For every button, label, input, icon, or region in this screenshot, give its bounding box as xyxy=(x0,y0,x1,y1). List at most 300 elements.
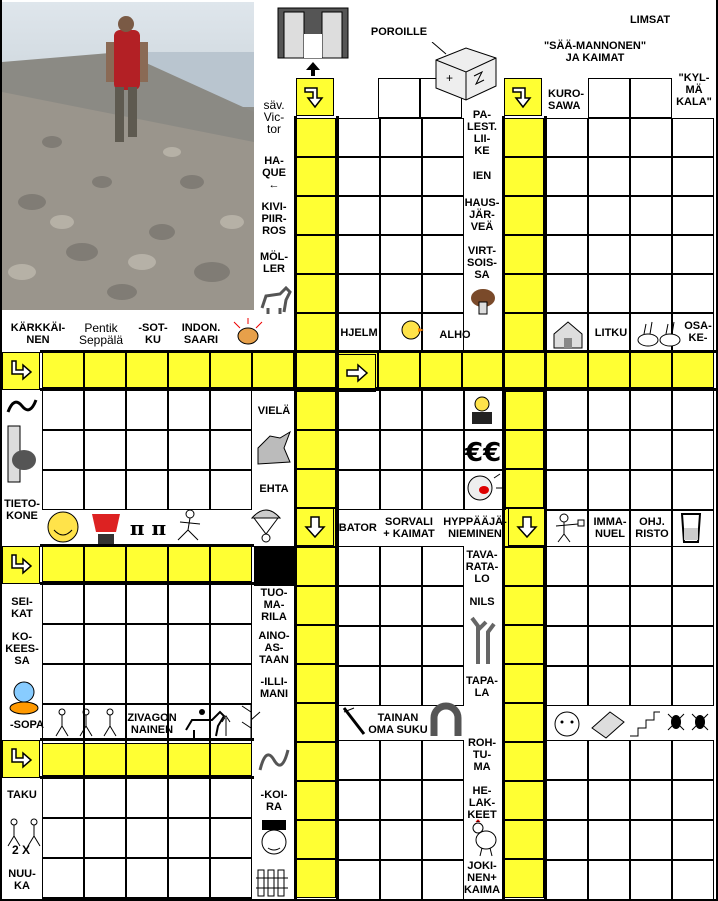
grid-cell[interactable] xyxy=(210,778,252,818)
yellow-column-cell[interactable] xyxy=(504,391,544,430)
clue-indon-saari: INDON. SAARI xyxy=(181,322,221,346)
beehive-icon xyxy=(230,316,266,350)
grid-cell[interactable] xyxy=(380,546,422,586)
grid-cell[interactable] xyxy=(380,118,422,157)
grid-cell[interactable] xyxy=(588,235,630,274)
yellow-column-cell[interactable] xyxy=(504,586,544,625)
grid-cell[interactable] xyxy=(588,196,630,235)
yellow-row-cell[interactable] xyxy=(168,546,210,582)
grid-cell[interactable] xyxy=(630,666,672,706)
yellow-row-cell[interactable] xyxy=(126,352,168,388)
grid-cell[interactable] xyxy=(84,584,126,624)
grid-cell[interactable] xyxy=(126,858,168,898)
grid-cell[interactable] xyxy=(672,118,714,157)
chick-icon xyxy=(396,314,426,344)
clue-zivagon-nainen: ZIVAGON NAINEN xyxy=(127,712,177,736)
yellow-column-cell[interactable] xyxy=(296,196,336,235)
grid-cell[interactable] xyxy=(546,470,588,510)
grid-cell[interactable] xyxy=(210,858,252,898)
yellow-row-cell[interactable] xyxy=(42,546,84,582)
grid-cell[interactable] xyxy=(672,430,714,470)
grid-cell[interactable] xyxy=(630,470,672,510)
grid-cell[interactable] xyxy=(630,860,672,900)
grid-cell[interactable] xyxy=(84,430,126,470)
grid-cell[interactable] xyxy=(210,664,252,704)
grid-cell[interactable] xyxy=(422,274,464,313)
grid-cell[interactable] xyxy=(588,118,630,157)
yellow-column-cell[interactable] xyxy=(504,430,544,469)
grid-cell[interactable] xyxy=(546,157,588,196)
yellow-column-cell[interactable] xyxy=(296,391,336,430)
yellow-column-cell[interactable] xyxy=(504,235,544,274)
grid-cell[interactable] xyxy=(126,818,168,858)
clue-litku: LITKU xyxy=(594,327,628,339)
euro-icon xyxy=(464,434,502,468)
yellow-column-cell[interactable] xyxy=(296,820,336,859)
fence-icon xyxy=(254,862,294,898)
grid-border xyxy=(40,776,254,779)
grid-cell[interactable] xyxy=(588,546,630,586)
yellow-column-cell[interactable] xyxy=(504,742,544,781)
yellow-column-cell[interactable] xyxy=(504,274,544,313)
red-hat-figure-icon xyxy=(86,508,126,546)
stairs-icon xyxy=(628,704,662,740)
grid-cell[interactable] xyxy=(380,157,422,196)
book-icon xyxy=(588,704,628,740)
grid-cell[interactable] xyxy=(672,390,714,430)
grid-cell[interactable] xyxy=(42,430,84,470)
yellow-row-cell[interactable] xyxy=(168,352,210,388)
grid-cell[interactable] xyxy=(546,586,588,626)
clue-viela: VIELÄ xyxy=(257,405,291,417)
clue-sopa: -SOPA xyxy=(9,719,45,731)
grid-cell[interactable] xyxy=(546,626,588,666)
grid-cell[interactable] xyxy=(168,818,210,858)
clue-sorvali: SORVALI + KAIMAT xyxy=(383,516,435,540)
grid-border xyxy=(294,116,297,900)
grid-cell[interactable] xyxy=(546,666,588,706)
grid-cell[interactable] xyxy=(630,430,672,470)
arrow-bend-right-icon xyxy=(2,740,40,778)
grid-cell[interactable] xyxy=(380,666,422,706)
yellow-column-cell[interactable] xyxy=(296,859,336,898)
clue-virtsoissa: VIRT- SOIS- SA xyxy=(467,245,497,281)
yellow-row-cell[interactable] xyxy=(126,546,168,582)
grid-cell[interactable] xyxy=(422,390,464,430)
grid-cell[interactable] xyxy=(338,274,380,313)
grid-border xyxy=(502,116,505,900)
yellow-column-cell[interactable] xyxy=(504,196,544,235)
grid-cell[interactable] xyxy=(338,390,380,430)
grid-cell[interactable] xyxy=(672,740,714,780)
grid-cell[interactable] xyxy=(42,390,84,430)
grid-cell[interactable] xyxy=(546,546,588,586)
grid-cell[interactable] xyxy=(168,858,210,898)
grid-cell[interactable] xyxy=(630,78,672,118)
clue-rohtuma: ROH- TU- MA xyxy=(467,737,497,773)
grid-cell[interactable] xyxy=(338,586,380,626)
grid-cell[interactable] xyxy=(380,235,422,274)
yellow-column-cell[interactable] xyxy=(296,742,336,781)
yellow-column-cell[interactable] xyxy=(296,469,336,508)
grid-cell[interactable] xyxy=(588,780,630,820)
baby-face-icon xyxy=(548,704,586,740)
grid-cell[interactable] xyxy=(84,470,126,510)
shouting-face-icon xyxy=(462,468,502,506)
clue-tapala: TAPA- LA xyxy=(466,675,498,699)
grid-cell[interactable] xyxy=(588,430,630,470)
man-hat-icon xyxy=(254,818,294,860)
snake-icon xyxy=(254,740,294,780)
yellow-row-cell[interactable] xyxy=(210,740,252,776)
clue-haque: HA- QUE ← xyxy=(262,155,286,191)
grid-cell[interactable] xyxy=(168,470,210,510)
grid-cell[interactable] xyxy=(422,157,464,196)
tree-stump-icon xyxy=(466,616,500,666)
grid-cell[interactable] xyxy=(630,196,672,235)
grid-cell[interactable] xyxy=(422,470,464,510)
arrow-bend-right-icon xyxy=(2,546,40,584)
grid-cell[interactable] xyxy=(588,820,630,860)
poroille-label: POROILLE xyxy=(370,26,428,38)
clue-sav-victor: säv. Vic- tor xyxy=(263,98,285,136)
yellow-column-cell[interactable] xyxy=(504,859,544,898)
yellow-column-cell[interactable] xyxy=(504,118,544,157)
grid-cell[interactable] xyxy=(380,586,422,626)
grid-cell[interactable] xyxy=(422,196,464,235)
yellow-row-cell[interactable] xyxy=(462,352,504,388)
clue-ohj-risto: OHJ. RISTO xyxy=(635,516,669,540)
grid-cell[interactable] xyxy=(126,470,168,510)
yellow-column-cell[interactable] xyxy=(504,313,544,352)
yellow-column-cell[interactable] xyxy=(296,274,336,313)
grid-cell[interactable] xyxy=(168,430,210,470)
yellow-column-cell[interactable] xyxy=(296,625,336,664)
clue-palest-liike: PA- LEST. LII- KE xyxy=(467,109,497,157)
yellow-column-cell[interactable] xyxy=(296,430,336,469)
grid-cell[interactable] xyxy=(84,818,126,858)
grid-cell[interactable] xyxy=(338,430,380,470)
grid-cell[interactable] xyxy=(126,390,168,430)
door-icon xyxy=(270,4,356,76)
grid-cell[interactable] xyxy=(630,626,672,666)
grid-cell[interactable] xyxy=(338,118,380,157)
grid-cell[interactable] xyxy=(546,196,588,235)
grid-cell[interactable] xyxy=(84,390,126,430)
grid-cell[interactable] xyxy=(338,470,380,510)
clue-illimani: -ILLI- MANI xyxy=(259,676,289,700)
yellow-row-cell[interactable] xyxy=(210,352,252,388)
grid-border xyxy=(0,0,2,901)
clue-kurosawa: KURO- SAWA xyxy=(548,88,585,112)
grid-cell[interactable] xyxy=(672,860,714,900)
grid-cell[interactable] xyxy=(422,626,464,666)
clue-hausjarvea: HAUS- JÄR- VEÄ xyxy=(464,197,500,233)
smiley-face-icon xyxy=(44,508,82,546)
grid-cell[interactable] xyxy=(672,626,714,666)
yellow-row-cell[interactable] xyxy=(672,352,714,388)
grid-cell[interactable] xyxy=(380,860,422,900)
grid-cell[interactable] xyxy=(380,390,422,430)
grid-cell[interactable] xyxy=(422,430,464,470)
bowls-icon xyxy=(636,316,682,350)
grid-cell[interactable] xyxy=(84,664,126,704)
beach-walker-photo xyxy=(2,2,254,310)
clue-hjelm: HJELM xyxy=(340,327,378,339)
grid-cell[interactable] xyxy=(546,780,588,820)
family-figures-icon xyxy=(52,706,124,740)
clue-nils: NILS xyxy=(469,596,495,608)
grid-cell[interactable] xyxy=(588,470,630,510)
yellow-row-cell[interactable] xyxy=(126,740,168,776)
grid-cell[interactable] xyxy=(126,430,168,470)
bird-hat-icon xyxy=(466,392,500,428)
grid-cell[interactable] xyxy=(546,118,588,157)
arrow-bend-right-icon xyxy=(2,352,40,390)
yellow-column-cell[interactable] xyxy=(296,313,336,352)
clue-koira: -KOI- RA xyxy=(260,789,288,813)
grid-cell[interactable] xyxy=(630,820,672,860)
yellow-column-cell[interactable] xyxy=(296,157,336,196)
yellow-column-cell[interactable] xyxy=(296,547,336,586)
grid-border xyxy=(544,116,547,900)
grid-cell[interactable] xyxy=(380,470,422,510)
limsat-label: LIMSAT xyxy=(629,14,671,26)
arrow-right-icon xyxy=(338,354,376,392)
kylma-kala-label: "KYL- MÄ KALA" xyxy=(676,72,712,108)
grid-cell[interactable] xyxy=(672,666,714,706)
grid-border xyxy=(40,388,718,391)
grid-cell[interactable] xyxy=(630,390,672,430)
person-pointing-icon xyxy=(548,508,588,546)
grid-cell[interactable] xyxy=(546,235,588,274)
grid-cell[interactable] xyxy=(630,740,672,780)
yellow-row-cell[interactable] xyxy=(42,352,84,388)
grid-cell[interactable] xyxy=(84,858,126,898)
grid-cell[interactable] xyxy=(380,626,422,666)
clue-osake: OSA- KE- xyxy=(684,320,712,344)
grid-cell[interactable] xyxy=(588,390,630,430)
yellow-row-cell[interactable] xyxy=(84,740,126,776)
grid-cell[interactable] xyxy=(168,664,210,704)
grid-cell[interactable] xyxy=(630,586,672,626)
yellow-row-cell[interactable] xyxy=(84,546,126,582)
grid-cell[interactable] xyxy=(588,157,630,196)
grid-cell[interactable] xyxy=(338,820,380,860)
grid-cell[interactable] xyxy=(42,624,84,664)
grid-cell[interactable] xyxy=(672,157,714,196)
grid-cell[interactable] xyxy=(210,584,252,624)
grid-cell[interactable] xyxy=(168,624,210,664)
grid-cell[interactable] xyxy=(422,235,464,274)
grid-cell[interactable] xyxy=(546,860,588,900)
grid-border xyxy=(336,116,339,900)
grid-cell[interactable] xyxy=(422,586,464,626)
grid-cell[interactable] xyxy=(380,780,422,820)
grid-cell[interactable] xyxy=(338,780,380,820)
grid-cell[interactable] xyxy=(42,858,84,898)
grid-cell[interactable] xyxy=(126,664,168,704)
grid-cell[interactable] xyxy=(126,778,168,818)
grid-cell[interactable] xyxy=(422,780,464,820)
yellow-column-cell[interactable] xyxy=(296,664,336,703)
yellow-column-cell[interactable] xyxy=(296,703,336,742)
yellow-row-cell[interactable] xyxy=(378,352,420,388)
clue-kivipiirros: KIVI- PIIR- ROS xyxy=(261,201,287,237)
grid-cell[interactable] xyxy=(630,235,672,274)
grid-cell[interactable] xyxy=(630,118,672,157)
yellow-row-cell[interactable] xyxy=(630,352,672,388)
grid-cell[interactable] xyxy=(546,430,588,470)
grid-cell[interactable] xyxy=(210,390,252,430)
arrow-down-icon xyxy=(296,508,334,546)
map-icon xyxy=(254,428,294,468)
yellow-row-cell[interactable] xyxy=(588,352,630,388)
yellow-column-cell[interactable] xyxy=(504,820,544,859)
grid-cell[interactable] xyxy=(338,626,380,666)
grid-cell[interactable] xyxy=(546,740,588,780)
grid-cell[interactable] xyxy=(588,666,630,706)
grid-cell[interactable] xyxy=(42,664,84,704)
yellow-row-cell[interactable] xyxy=(168,740,210,776)
grid-cell[interactable] xyxy=(338,196,380,235)
grid-cell[interactable] xyxy=(630,157,672,196)
grid-cell[interactable] xyxy=(672,235,714,274)
yellow-row-cell[interactable] xyxy=(504,352,546,388)
grid-cell[interactable] xyxy=(672,470,714,510)
grid-cell[interactable] xyxy=(338,157,380,196)
grid-cell[interactable] xyxy=(546,390,588,430)
yellow-row-cell[interactable] xyxy=(546,352,588,388)
grid-cell[interactable] xyxy=(168,584,210,624)
clue-tietokone: TIETO- KONE xyxy=(4,498,40,522)
grid-cell[interactable] xyxy=(380,740,422,780)
pi-symbols: π π xyxy=(129,516,167,540)
grid-cell[interactable] xyxy=(338,860,380,900)
clue-helakkeet: HE- LAK- KEET xyxy=(467,785,497,821)
grid-cell[interactable] xyxy=(42,584,84,624)
clue-immanuel: IMMA- NUEL xyxy=(593,516,627,540)
yellow-column-cell[interactable] xyxy=(296,118,336,157)
arrow-bend-down-icon xyxy=(296,78,334,116)
yellow-row-cell[interactable] xyxy=(42,740,84,776)
clue-hyppaaja: HYPPÄÄJÄ- NIEMINEN xyxy=(443,516,507,540)
grid-cell[interactable] xyxy=(168,778,210,818)
donkey-icon xyxy=(256,280,294,318)
grid-cell[interactable] xyxy=(84,778,126,818)
grid-cell[interactable] xyxy=(84,624,126,664)
glass-icon xyxy=(676,510,706,546)
yellow-column-cell[interactable] xyxy=(504,664,544,703)
grid-cell[interactable] xyxy=(672,586,714,626)
grid-cell[interactable] xyxy=(378,78,420,118)
grid-cell[interactable] xyxy=(338,666,380,706)
yellow-column-cell[interactable] xyxy=(504,469,544,508)
grid-cell[interactable] xyxy=(546,274,588,313)
saa-mannonen-label: "SÄÄ-MANNONEN" JA KAIMAT xyxy=(543,40,647,64)
grid-cell[interactable] xyxy=(422,860,464,900)
arrow-bend-down-icon xyxy=(504,78,542,116)
grid-cell[interactable] xyxy=(630,274,672,313)
yellow-row-cell[interactable] xyxy=(420,352,462,388)
grid-cell[interactable] xyxy=(380,820,422,860)
grid-cell[interactable] xyxy=(546,820,588,860)
grid-cell[interactable] xyxy=(422,740,464,780)
grid-cell[interactable] xyxy=(42,470,84,510)
yellow-column-cell[interactable] xyxy=(296,586,336,625)
clue-tainan-oma-suku: TAINAN OMA SUKU xyxy=(368,712,428,736)
grid-cell[interactable] xyxy=(630,546,672,586)
grid-cell[interactable] xyxy=(126,624,168,664)
yellow-row-cell[interactable] xyxy=(252,352,294,388)
grid-cell[interactable] xyxy=(588,626,630,666)
svg-text:+: + xyxy=(446,71,454,85)
grid-cell[interactable] xyxy=(422,666,464,706)
plant-icon xyxy=(236,700,266,740)
clue-tuomarila: TUO- MA- RILA xyxy=(260,587,288,623)
yellow-column-cell[interactable] xyxy=(504,157,544,196)
clue-moller: MÖL- LER xyxy=(259,251,289,275)
clue-pentik-seppala: Pentik Seppälä xyxy=(78,321,124,347)
yellow-row-cell[interactable] xyxy=(210,546,252,582)
yellow-column-cell[interactable] xyxy=(296,781,336,820)
clue-nuuka: NUU- KA xyxy=(8,868,36,892)
grid-cell[interactable] xyxy=(380,430,422,470)
grid-cell[interactable] xyxy=(422,118,464,157)
grid-cell[interactable] xyxy=(588,274,630,313)
clue-2x: 2 X xyxy=(11,843,30,857)
grid-cell[interactable] xyxy=(422,546,464,586)
grid-cell[interactable] xyxy=(210,624,252,664)
ants-icon xyxy=(664,704,714,740)
grid-cell[interactable] xyxy=(588,586,630,626)
clue-kokeessa: KO- KEES- SA xyxy=(5,631,39,667)
grid-cell[interactable] xyxy=(672,780,714,820)
grid-cell[interactable] xyxy=(630,780,672,820)
yellow-column-cell[interactable] xyxy=(504,625,544,664)
grid-cell[interactable] xyxy=(422,820,464,860)
grid-cell[interactable] xyxy=(588,740,630,780)
grid-cell[interactable] xyxy=(588,860,630,900)
grid-cell[interactable] xyxy=(380,274,422,313)
grid-cell[interactable] xyxy=(338,235,380,274)
grid-cell[interactable] xyxy=(338,740,380,780)
grid-cell[interactable] xyxy=(210,430,252,470)
grid-cell[interactable] xyxy=(168,390,210,430)
rope-icon xyxy=(4,392,40,422)
grid-cell[interactable] xyxy=(672,274,714,313)
svg-text:€€: €€ xyxy=(465,438,502,468)
yellow-column-cell[interactable] xyxy=(504,781,544,820)
yellow-column-cell[interactable] xyxy=(504,703,544,742)
horse-rider-icon xyxy=(182,706,232,740)
yellow-row-cell[interactable] xyxy=(84,352,126,388)
grid-cell[interactable] xyxy=(380,196,422,235)
arrow-down-icon xyxy=(508,508,546,546)
yellow-column-cell[interactable] xyxy=(296,235,336,274)
grid-cell[interactable] xyxy=(672,546,714,586)
grid-cell[interactable] xyxy=(338,546,380,586)
grid-cell[interactable] xyxy=(42,778,84,818)
grid-cell[interactable] xyxy=(42,818,84,858)
grid-cell[interactable] xyxy=(126,584,168,624)
yellow-column-cell[interactable] xyxy=(504,547,544,586)
yellow-row-cell[interactable] xyxy=(294,352,336,388)
grid-cell[interactable] xyxy=(672,820,714,860)
grid-cell[interactable] xyxy=(672,196,714,235)
grid-cell[interactable] xyxy=(210,818,252,858)
grid-border xyxy=(40,582,254,585)
